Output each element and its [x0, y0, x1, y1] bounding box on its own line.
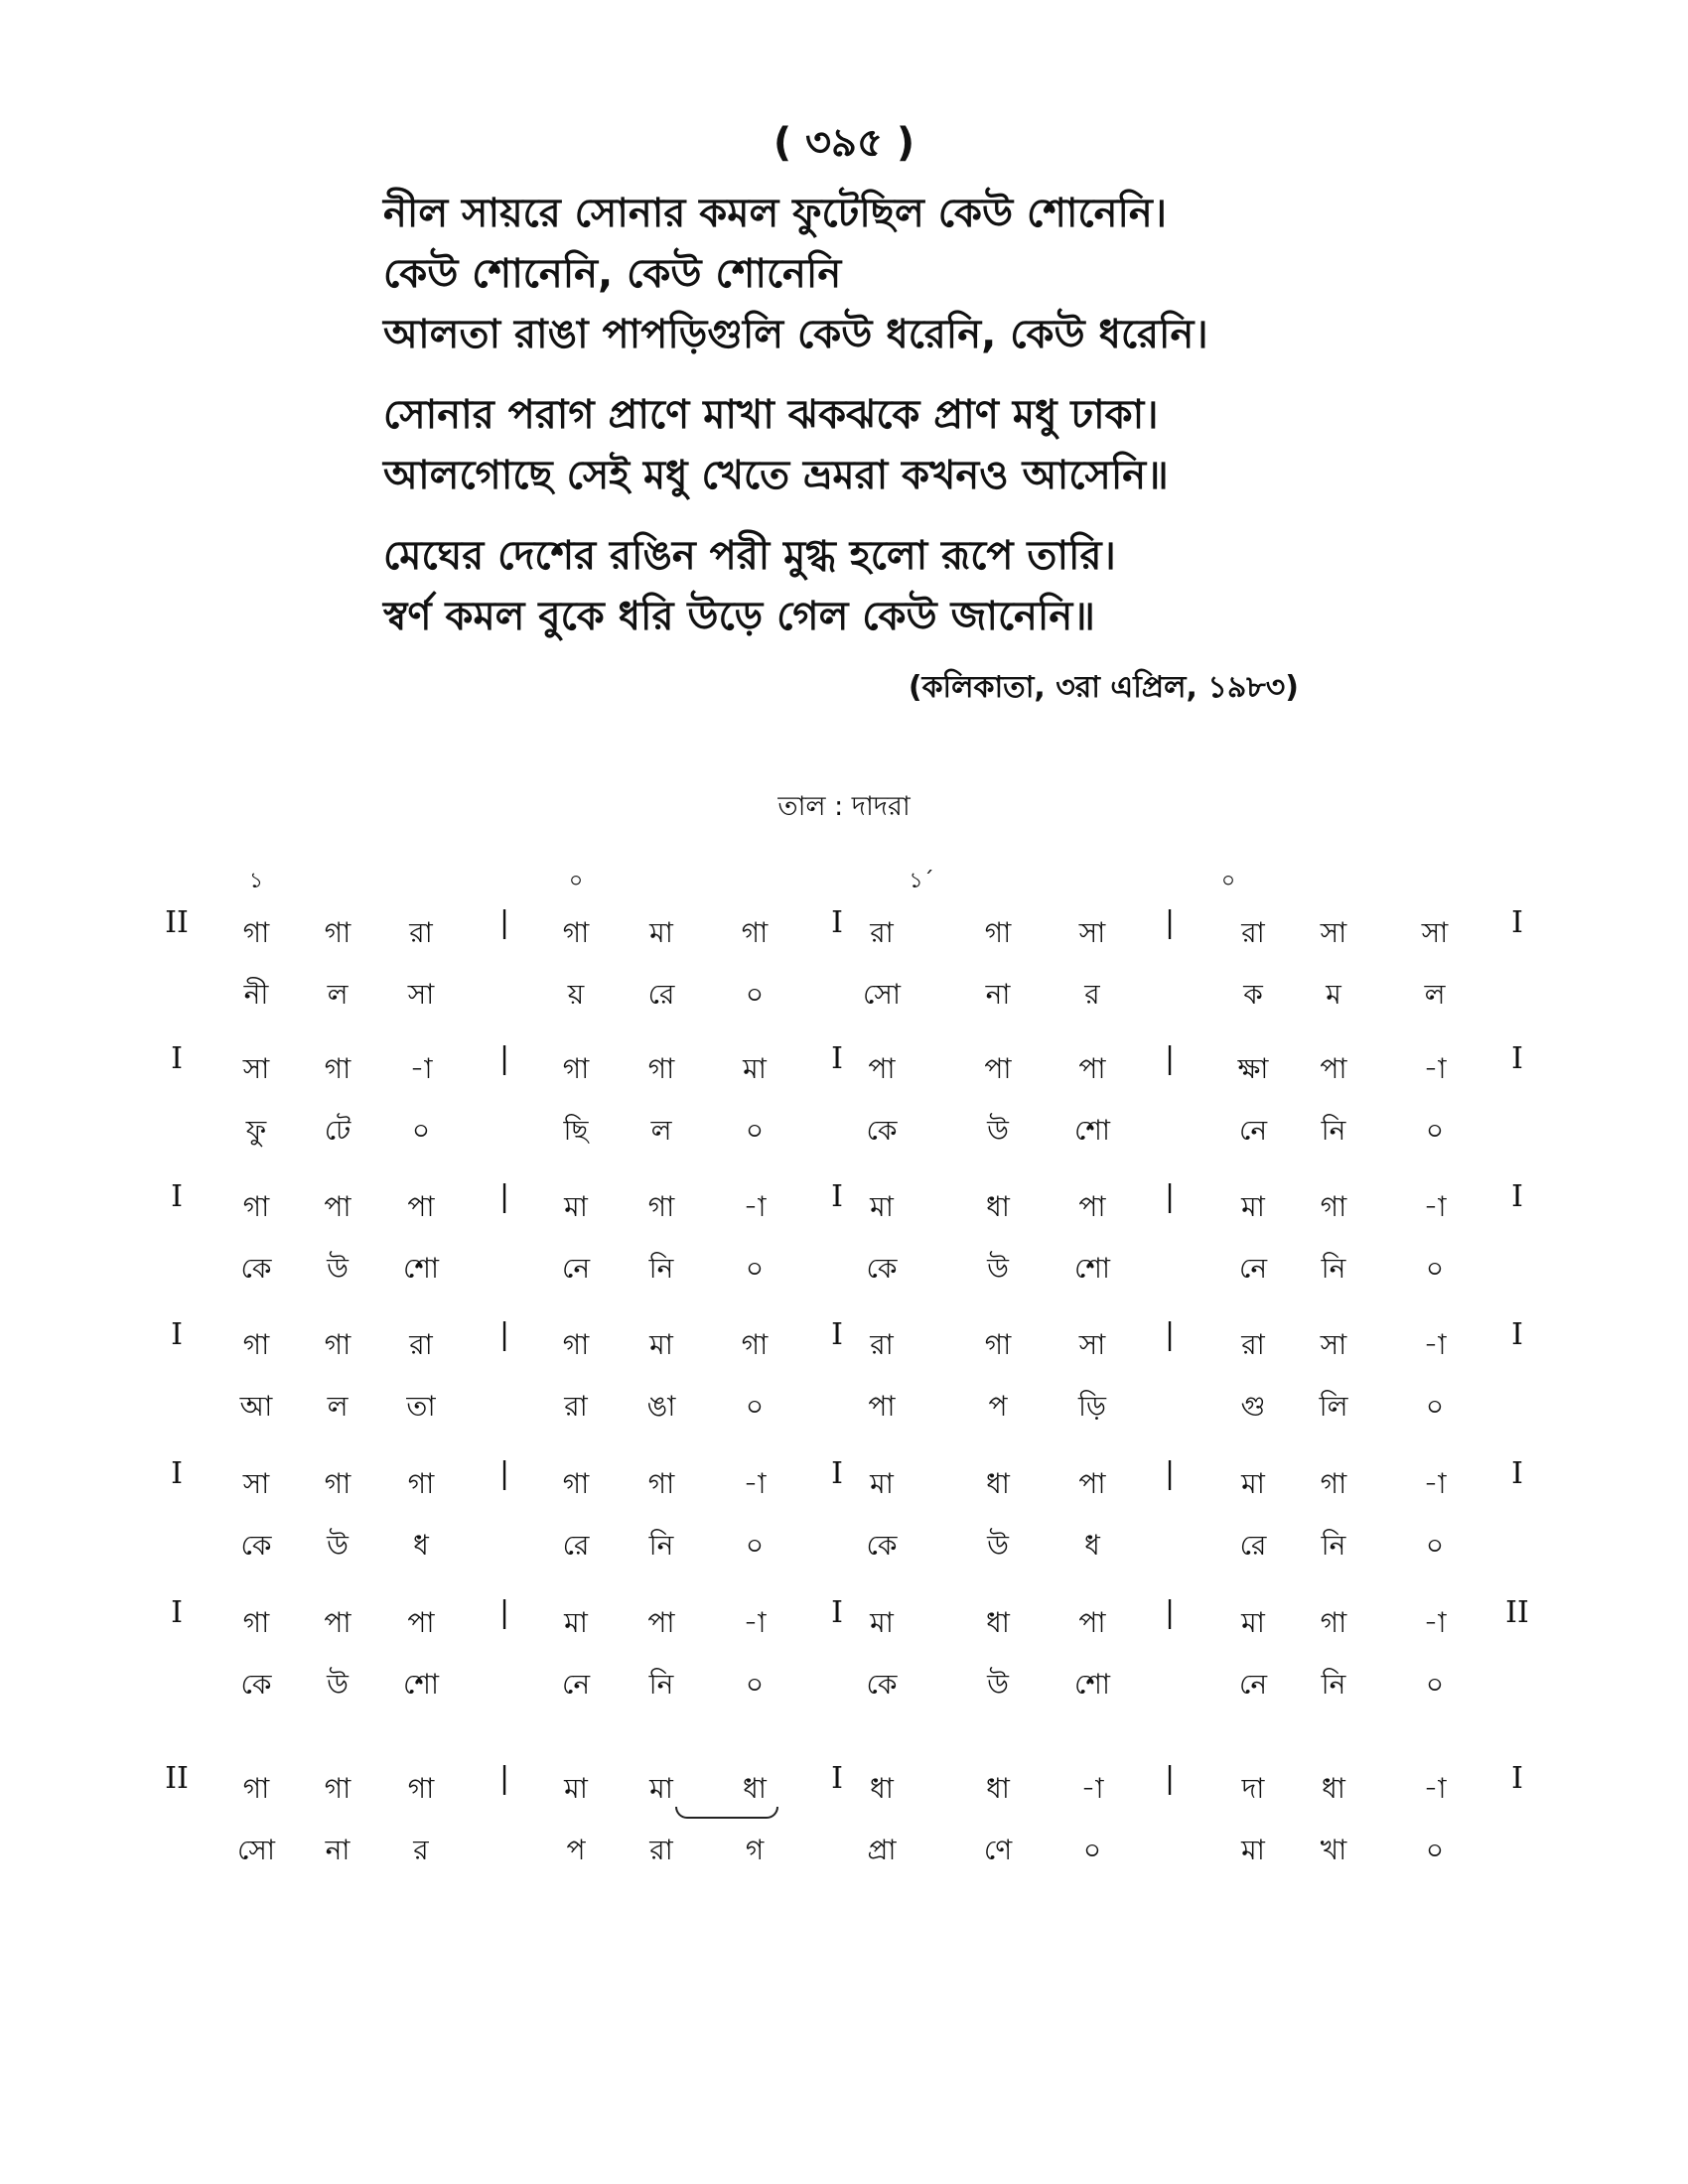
lyric-syllable: প্রা [867, 1834, 897, 1866]
lyric-syllable: আ [239, 1390, 273, 1423]
lyric-syllable: খা [1320, 1834, 1347, 1866]
lyric-syllable: রে [647, 978, 675, 1011]
lyric-syllable: সো [863, 978, 901, 1011]
swara-note: গা [562, 1467, 590, 1500]
swara-note: -া [1423, 1606, 1447, 1639]
bar-line: I [831, 1456, 843, 1491]
swara-note: ধা [986, 1467, 1010, 1500]
swara-note: গা [324, 916, 352, 949]
bar-line: | [1164, 1179, 1176, 1214]
lyric-syllable: ড়ি [1078, 1390, 1106, 1423]
lyric-syllable: নি [1321, 1529, 1346, 1562]
swara-note: মা [564, 1606, 588, 1639]
lyric-syllable: ০ [745, 1114, 765, 1147]
swara-note: সা [1078, 1328, 1106, 1361]
swara-note: মা [870, 1190, 894, 1223]
swara-note: মা [564, 1772, 588, 1805]
bar-line: I [831, 1317, 843, 1352]
stanza-1 [383, 184, 1376, 365]
bar-line: I [1511, 1179, 1523, 1214]
lyric-syllable: গ [745, 1834, 765, 1866]
bar-line: I [1511, 1761, 1523, 1796]
bar-line: I [1511, 905, 1523, 940]
bar-line: I [831, 905, 843, 940]
lyric-syllable: ঙা [646, 1390, 676, 1423]
lyric-syllable: ধ [413, 1529, 429, 1562]
swara-note: ধা [743, 1772, 767, 1805]
meend-slur [675, 1807, 778, 1819]
lyric-syllable: উ [327, 1668, 349, 1701]
swara-note: দা [1241, 1772, 1265, 1805]
swara-note: গা [242, 1606, 270, 1639]
lyric-syllable: শো [1073, 1252, 1111, 1285]
lyric-line: সোনার পরাগ প্রাণে মাখা ঝকঝকে প্রাণ মধু ঢাকা। [383, 392, 1159, 438]
bar-line: I [831, 1761, 843, 1796]
beat-marker: ০ [1220, 869, 1236, 893]
lyric-syllable: নে [1238, 1252, 1268, 1285]
lyric-syllable: ০ [1082, 1834, 1102, 1866]
lyric-syllable: নি [1321, 1668, 1346, 1701]
lyric-syllable: নি [648, 1529, 674, 1562]
swara-note: -া [409, 1052, 433, 1085]
lyric-line: আলগোছে সেই মধু খেতে ভ্রমরা কখনও আসেনি॥ [383, 453, 1169, 498]
lyric-syllable: রা [649, 1834, 673, 1866]
swara-note: সা [1421, 916, 1449, 949]
swara-note: গা [984, 916, 1012, 949]
swara-note: গা [741, 916, 769, 949]
lyric-syllable: ০ [1425, 1668, 1445, 1701]
bar-line: II [1505, 1595, 1529, 1630]
bar-line: I [1511, 1317, 1523, 1352]
lyric-syllable: সা [407, 978, 435, 1011]
swara-note: গা [242, 1190, 270, 1223]
lyric-syllable: নি [648, 1668, 674, 1701]
swara-note: পা [324, 1190, 352, 1223]
swara-note: পা [1078, 1606, 1106, 1639]
lyric-syllable: ক [1243, 978, 1263, 1011]
lyric-syllable: শো [402, 1668, 440, 1701]
lyric-syllable: নে [561, 1252, 591, 1285]
lyric-syllable: উ [987, 1668, 1009, 1701]
swara-note: সা [1078, 916, 1106, 949]
lyric-syllable: য় [567, 978, 585, 1011]
lyric-syllable: রে [562, 1529, 590, 1562]
lyric-syllable: ০ [1425, 1834, 1445, 1866]
bar-line: | [498, 1041, 510, 1076]
lyric-syllable: মা [1241, 1834, 1265, 1866]
lyric-syllable: কে [866, 1529, 898, 1562]
bar-line: | [498, 905, 510, 940]
lyric-syllable: নে [561, 1668, 591, 1701]
lyric-line: স্বর্ণ কমল বুকে ধরি উড়ে গেল কেউ জানেনি॥ [383, 594, 1095, 639]
lyric-syllable: ল [1424, 978, 1446, 1011]
bar-line: I [171, 1456, 183, 1491]
lyric-syllable: না [325, 1834, 351, 1866]
stanza-2 [383, 385, 1376, 506]
swara-note: গা [324, 1467, 352, 1500]
swara-note: গা [407, 1772, 435, 1805]
lyric-syllable: ল [327, 978, 349, 1011]
swara-note: ধা [870, 1772, 894, 1805]
bar-line: II [165, 905, 189, 940]
swara-note: রা [409, 916, 433, 949]
swara-note: পা [407, 1606, 435, 1639]
swara-note: মা [649, 916, 673, 949]
swara-note: পা [647, 1606, 675, 1639]
swara-note: মা [649, 1772, 673, 1805]
lyric-syllable: সো [237, 1834, 275, 1866]
lyric-syllable: উ [987, 1529, 1009, 1562]
lyric-syllable: ০ [745, 1390, 765, 1423]
bar-line: | [498, 1179, 510, 1214]
swara-note: -া [1423, 1772, 1447, 1805]
lyric-syllable: গু [1240, 1390, 1266, 1423]
swara-note: গা [647, 1190, 675, 1223]
swara-note: ধা [1322, 1772, 1345, 1805]
bar-line: | [1164, 1761, 1176, 1796]
swara-note: ধা [986, 1772, 1010, 1805]
lyric-syllable: টে [324, 1114, 352, 1147]
lyric-syllable: ০ [1425, 1529, 1445, 1562]
swara-note: মা [870, 1467, 894, 1500]
lyric-syllable: ০ [411, 1114, 431, 1147]
lyric-syllable: নে [1238, 1114, 1268, 1147]
swara-note: -া [1423, 1328, 1447, 1361]
lyric-line: মেঘের দেশের রঙিন পরী মুগ্ধ হলো রূপে তারি। [383, 533, 1116, 579]
swara-note: -া [1080, 1772, 1104, 1805]
swara-note: পা [1078, 1190, 1106, 1223]
beat-marker: ১´ [909, 869, 934, 893]
lyric-syllable: শো [1073, 1114, 1111, 1147]
lyric-syllable: রা [564, 1390, 588, 1423]
swara-note: গা [324, 1052, 352, 1085]
lyric-syllable: কে [866, 1668, 898, 1701]
bar-line: I [1511, 1041, 1523, 1076]
lyric-syllable: ম [1326, 978, 1341, 1011]
lyric-syllable: কে [240, 1529, 272, 1562]
lyric-syllable: ল [650, 1114, 672, 1147]
lyric-syllable: র [1084, 978, 1100, 1011]
swara-note: মা [1241, 1467, 1265, 1500]
swara-note: পা [984, 1052, 1012, 1085]
lyric-syllable: লি [1319, 1390, 1348, 1423]
swara-note: গা [562, 916, 590, 949]
swara-note: -া [743, 1606, 767, 1639]
beat-marker: ১ [248, 869, 264, 893]
swara-note: রা [409, 1328, 433, 1361]
lyric-line: কেউ শোনেনি, কেউ শোনেনি [383, 251, 842, 297]
lyric-syllable: তা [406, 1390, 436, 1423]
bar-line: I [171, 1041, 183, 1076]
bar-line: | [498, 1317, 510, 1352]
swara-note: গা [1320, 1606, 1347, 1639]
lyric-syllable: নি [1321, 1114, 1346, 1147]
lyric-syllable: উ [327, 1529, 349, 1562]
swara-note: -া [743, 1190, 767, 1223]
swara-note: মা [743, 1052, 767, 1085]
lyric-syllable: ০ [745, 1252, 765, 1285]
swara-note: ধা [986, 1606, 1010, 1639]
swara-note: রা [1241, 916, 1265, 949]
lyric-syllable: ধ [1084, 1529, 1100, 1562]
bar-line: I [831, 1179, 843, 1214]
song-lyrics [383, 184, 1376, 667]
lyric-syllable: কে [866, 1114, 898, 1147]
lyric-line: নীল সায়রে সোনার কমল ফুটেছিল কেউ শোনেনি। [383, 191, 1168, 236]
composition-dateline: (কলিকাতা, ৩রা এপ্রিল, ১৯৮৩) [908, 670, 1299, 705]
swara-note: গা [647, 1052, 675, 1085]
lyric-syllable: ছি [563, 1114, 589, 1147]
swara-note: পা [1078, 1467, 1106, 1500]
swara-note: গা [242, 1328, 270, 1361]
swara-note: মা [870, 1606, 894, 1639]
swara-note: মা [649, 1328, 673, 1361]
swara-note: গা [324, 1328, 352, 1361]
swara-note: গা [242, 916, 270, 949]
swara-note: গা [1320, 1467, 1347, 1500]
bar-line: I [1511, 1456, 1523, 1491]
lyric-syllable: প [566, 1834, 586, 1866]
swara-note: ধা [986, 1190, 1010, 1223]
swara-note: গা [984, 1328, 1012, 1361]
swara-note: রা [1241, 1328, 1265, 1361]
bar-line: I [171, 1317, 183, 1352]
lyric-syllable: শো [1073, 1668, 1111, 1701]
lyric-syllable: শো [402, 1252, 440, 1285]
lyric-syllable: প [988, 1390, 1008, 1423]
bar-line: I [171, 1595, 183, 1630]
swara-note: সা [1320, 916, 1347, 949]
lyric-syllable: উ [987, 1252, 1009, 1285]
bar-line: | [1164, 1317, 1176, 1352]
lyric-syllable: উ [327, 1252, 349, 1285]
swara-note: পা [868, 1052, 896, 1085]
bar-line: | [1164, 1595, 1176, 1630]
swara-note: সা [242, 1467, 270, 1500]
swara-note: ক্ষা [1237, 1052, 1269, 1085]
lyric-syllable: নি [1321, 1252, 1346, 1285]
swara-note: সা [1320, 1328, 1347, 1361]
beat-marker: ০ [568, 869, 584, 893]
swara-note: পা [1320, 1052, 1347, 1085]
lyric-syllable: না [985, 978, 1011, 1011]
lyric-syllable: ০ [1425, 1390, 1445, 1423]
swara-note: গা [562, 1052, 590, 1085]
swara-note: গা [324, 1772, 352, 1805]
swara-note: মা [564, 1190, 588, 1223]
lyric-syllable: রে [1239, 1529, 1267, 1562]
swara-note: সা [242, 1052, 270, 1085]
bar-line: | [1164, 1456, 1176, 1491]
lyric-syllable: র [413, 1834, 429, 1866]
swara-note: পা [1078, 1052, 1106, 1085]
lyric-syllable: নে [1238, 1668, 1268, 1701]
swara-note: গা [1320, 1190, 1347, 1223]
swara-note: গা [562, 1328, 590, 1361]
stanza-3 [383, 526, 1376, 647]
swara-note: পা [407, 1190, 435, 1223]
bar-line: | [498, 1595, 510, 1630]
bar-line: | [1164, 1041, 1176, 1076]
lyric-syllable: কে [240, 1252, 272, 1285]
swara-note: -া [1423, 1190, 1447, 1223]
swara-note: গা [741, 1328, 769, 1361]
bar-line: | [1164, 905, 1176, 940]
lyric-syllable: ০ [745, 1529, 765, 1562]
swara-note: রা [870, 916, 894, 949]
swara-note: গা [242, 1772, 270, 1805]
swara-note: -া [1423, 1052, 1447, 1085]
tala-heading: তাল : দাদরা [777, 791, 911, 822]
bar-line: I [171, 1179, 183, 1214]
lyric-syllable: নি [648, 1252, 674, 1285]
swara-note: গা [647, 1467, 675, 1500]
lyric-syllable: ল [327, 1390, 349, 1423]
lyric-syllable: ০ [745, 1668, 765, 1701]
swara-note: পা [324, 1606, 352, 1639]
swara-note: রা [870, 1328, 894, 1361]
lyric-syllable: পা [868, 1390, 896, 1423]
swara-note: মা [1241, 1190, 1265, 1223]
lyric-syllable: ০ [1425, 1252, 1445, 1285]
lyric-syllable: কে [866, 1252, 898, 1285]
bar-line: | [498, 1456, 510, 1491]
bar-line: II [165, 1761, 189, 1796]
bar-line: | [498, 1761, 510, 1796]
lyric-syllable: ফু [245, 1114, 267, 1147]
lyric-syllable: ণে [983, 1834, 1013, 1866]
swara-note: মা [1241, 1606, 1265, 1639]
bar-line: I [831, 1595, 843, 1630]
lyric-syllable: উ [987, 1114, 1009, 1147]
swara-note: গা [407, 1467, 435, 1500]
lyric-syllable: ০ [1425, 1114, 1445, 1147]
lyric-syllable: নী [243, 978, 269, 1011]
swara-note: -া [1423, 1467, 1447, 1500]
bar-line: I [831, 1041, 843, 1076]
lyric-syllable: কে [240, 1668, 272, 1701]
swara-note: -া [743, 1467, 767, 1500]
lyric-syllable: ০ [745, 978, 765, 1011]
lyric-line: আলতা রাঙা পাপড়িগুলি কেউ ধরেনি, কেউ ধরেনি। [383, 312, 1208, 357]
page-number: ( ৩৯৫ ) [773, 120, 915, 166]
